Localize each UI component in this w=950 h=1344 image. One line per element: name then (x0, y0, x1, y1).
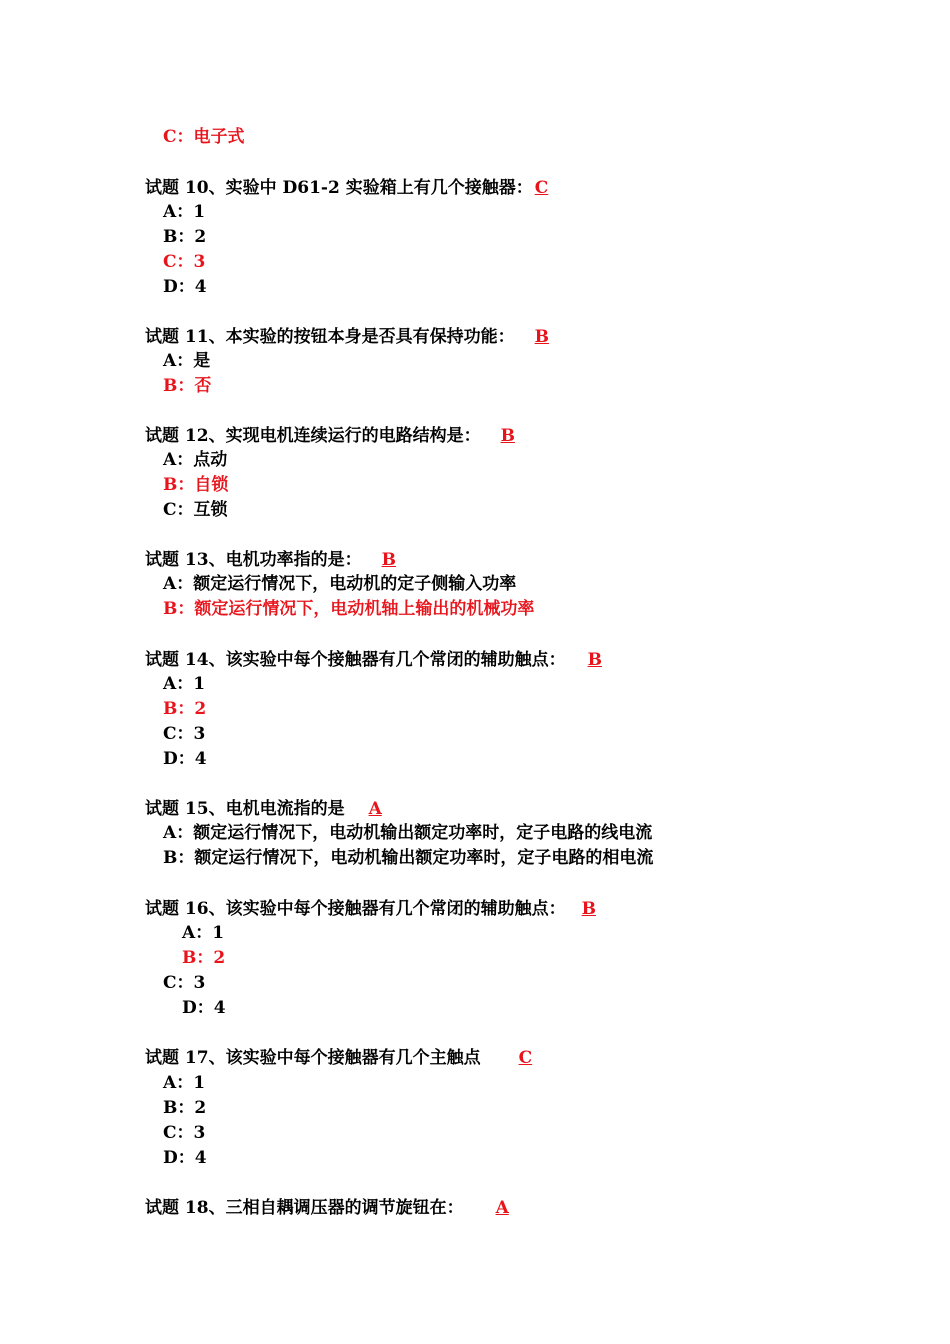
question-18-answer: A (495, 1198, 509, 1218)
q17-option-b: B：2 (163, 1098, 207, 1118)
question-10-answer: C (534, 178, 549, 198)
q15-option-b: B：额定运行情况下，电动机输出额定功率时，定子电路的相电流 (163, 848, 654, 868)
question-12-stem: 试题 12、实现电机连续运行的电路结构是： (145, 426, 481, 446)
question-15 (145, 799, 382, 819)
q16-option-c: C：3 (163, 973, 206, 993)
q13-option-b: B：额定运行情况下，电动机轴上输出的机械功率 (163, 599, 535, 619)
q14-option-c: C：3 (163, 724, 206, 744)
q17-option-d: D：4 (163, 1148, 207, 1168)
q17-option-a: A：1 (163, 1073, 206, 1093)
question-14-answer: B (587, 650, 602, 670)
question-11-stem: 试题 11、本实验的按钮本身是否具有保持功能： (145, 327, 515, 347)
q11-option-b: B：否 (163, 376, 212, 396)
question-17-answer: C (518, 1048, 533, 1068)
question-16-stem: 试题 16、该实验中每个接触器有几个常闭的辅助触点： (145, 899, 566, 919)
question-15-stem: 试题 15、电机电流指的是 (145, 799, 345, 819)
question-17-stem: 试题 17、该实验中每个接触器有几个主触点 (145, 1048, 481, 1068)
question-14-stem: 试题 14、该实验中每个接触器有几个常闭的辅助触点： (145, 650, 566, 670)
q12-option-b: B：自锁 (163, 475, 229, 495)
question-16 (145, 899, 596, 919)
q14-option-d: D：4 (163, 749, 207, 769)
q10-option-b: B：2 (163, 227, 207, 247)
q14-option-a: A：1 (163, 674, 206, 694)
q16-option-a: A：1 (182, 923, 225, 943)
question-15-answer: A (368, 799, 382, 819)
q17-option-c: C：3 (163, 1123, 206, 1143)
q11-option-a: A：是 (163, 351, 211, 371)
question-10 (145, 178, 548, 198)
q15-option-a: A：额定运行情况下，电动机输出额定功率时，定子电路的线电流 (163, 823, 653, 843)
question-17 (145, 1048, 532, 1068)
option-c-carryover: C：电子式 (163, 127, 245, 147)
question-13 (145, 550, 396, 570)
question-18-stem: 试题 18、三相自耦调压器的调节旋钮在： (145, 1198, 464, 1218)
q10-option-a: A：1 (163, 202, 206, 222)
question-13-answer: B (381, 550, 396, 570)
q10-option-d: D：4 (163, 277, 207, 297)
question-18 (145, 1198, 509, 1218)
question-16-answer: B (581, 899, 596, 919)
question-11 (145, 327, 549, 347)
q16-option-b: B：2 (182, 948, 226, 968)
q12-option-a: A：点动 (163, 450, 228, 470)
q14-option-b: B：2 (163, 699, 207, 719)
question-12 (145, 426, 515, 446)
question-10-stem: 试题 10、实验中 D61-2 实验箱上有几个接触器： (145, 178, 533, 198)
question-11-answer: B (534, 327, 549, 347)
question-14 (145, 650, 602, 670)
question-13-stem: 试题 13、电机功率指的是： (145, 550, 362, 570)
q10-option-c: C：3 (163, 252, 206, 272)
question-12-answer: B (500, 426, 515, 446)
q13-option-a: A：额定运行情况下，电动机的定子侧输入功率 (163, 574, 517, 594)
q12-option-c: C：互锁 (163, 500, 228, 520)
q16-option-d: D：4 (182, 998, 226, 1018)
